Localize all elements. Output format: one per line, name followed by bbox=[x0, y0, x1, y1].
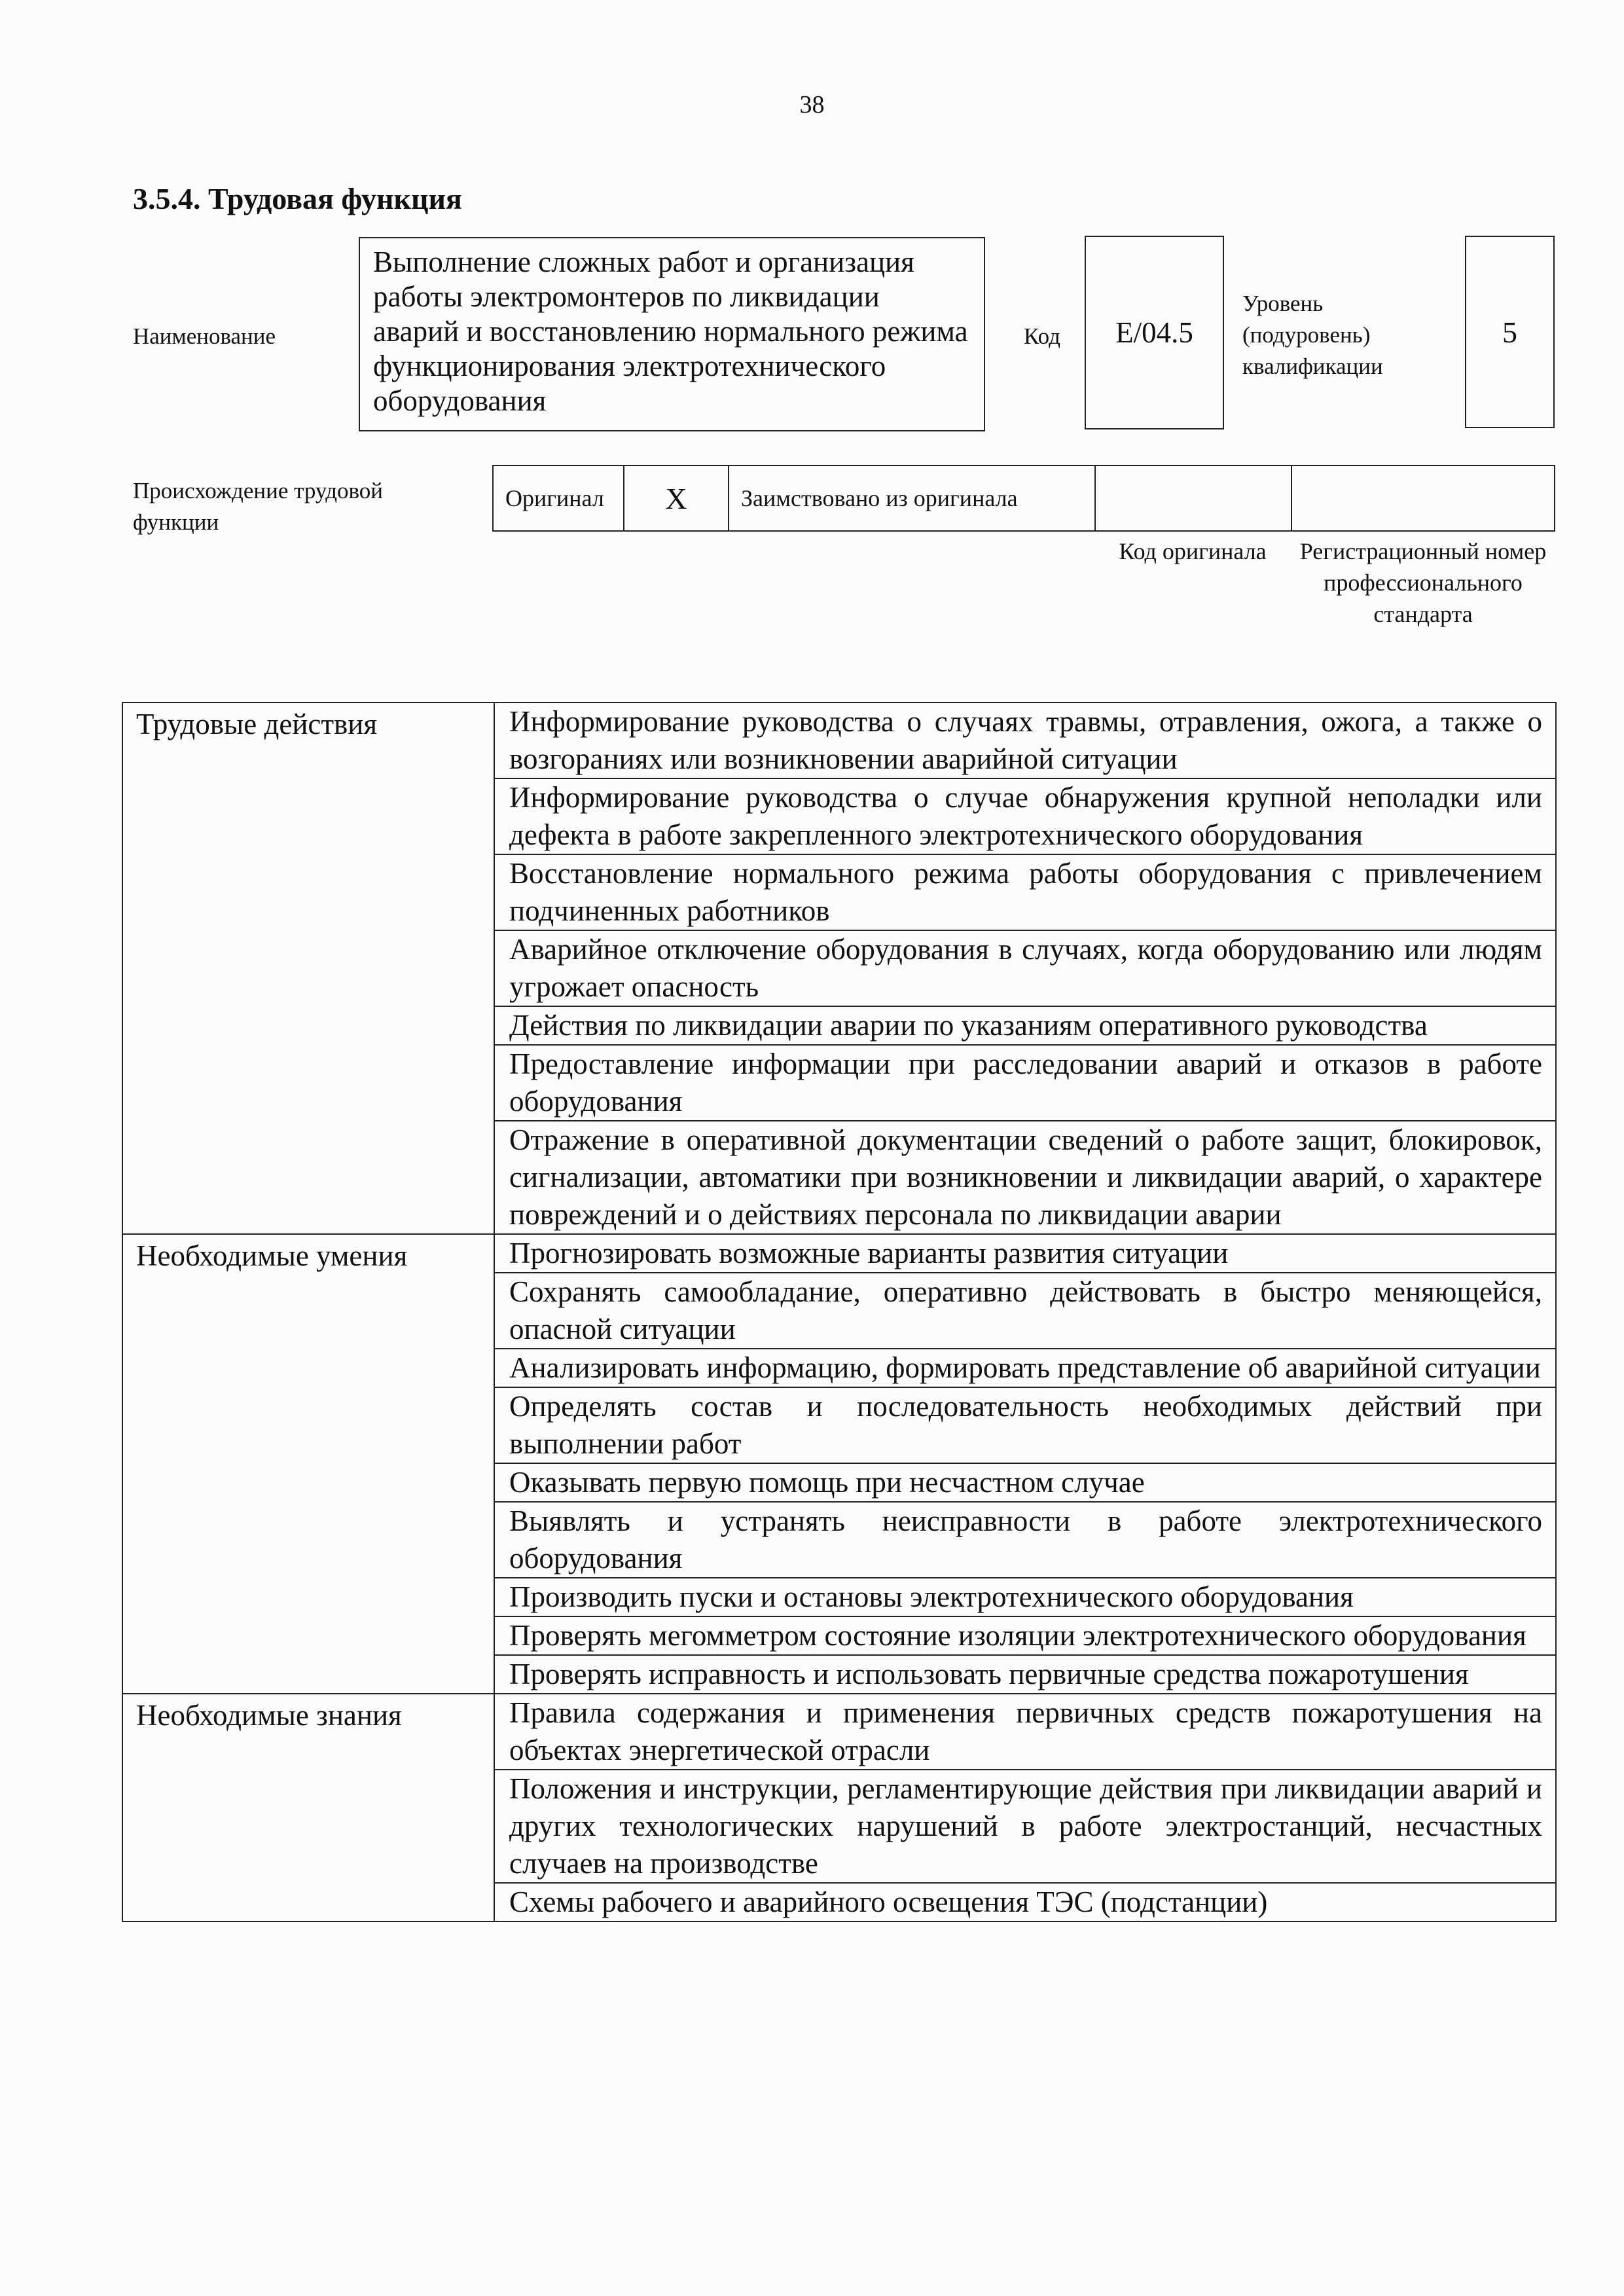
list-item: Положения и инструкции, регламентирующие действия при ликвидации аварий и других технологических нарушений в работе электростанций, несчастных случаев на производстве bbox=[494, 1770, 1556, 1883]
list-item: Отражение в оперативной документации сведений о работе защит, блокировок, сигнализации, автоматики при возникновении и ликвидации аварий, о характере повреждений и о действиях персонала по ликвидации аварии bbox=[494, 1121, 1556, 1234]
original-mark-cell: X bbox=[624, 465, 729, 531]
name-label: Наименование bbox=[133, 323, 276, 349]
qualification-level-box: 5 bbox=[1465, 236, 1555, 428]
function-code-box: E/04.5 bbox=[1085, 236, 1224, 429]
section-title-required-knowledge: Необходимые знания bbox=[122, 1694, 494, 1922]
list-item: Выявлять и устранять неисправности в работе электротехнического оборудования bbox=[494, 1502, 1556, 1578]
borrowed-cell: Заимствовано из оригинала bbox=[729, 465, 1095, 531]
list-item: Информирование руководства о случаях травмы, отравления, ожога, а также о возгораниях или возникновении аварийной ситуации bbox=[494, 702, 1556, 778]
requirements-table bbox=[122, 702, 1557, 1922]
list-item: Восстановление нормального режима работы оборудования с привлечением подчиненных работников bbox=[494, 854, 1556, 930]
list-item: Действия по ликвидации аварии по указаниям оперативного руководства bbox=[494, 1006, 1556, 1045]
origin-table bbox=[492, 465, 1555, 532]
list-item: Информирование руководства о случае обнаружения крупной неполадки или дефекта в работе закрепленного электротехнического оборудования bbox=[494, 778, 1556, 854]
section-title-required-skills: Необходимые умения bbox=[122, 1234, 494, 1694]
list-item: Определять состав и последовательность необходимых действий при выполнении работ bbox=[494, 1387, 1556, 1463]
origin-label: Происхождение трудовой функции bbox=[133, 478, 384, 535]
section-title: 3.5.4. Трудовая функция bbox=[133, 182, 462, 215]
list-item: Схемы рабочего и аварийного освещения ТЭС (подстанции) bbox=[494, 1883, 1556, 1922]
list-item: Проверять мегомметром состояние изоляции электротехнического оборудования bbox=[494, 1616, 1556, 1655]
list-item: Производить пуски и остановы электротехнического оборудования bbox=[494, 1578, 1556, 1616]
list-item: Прогнозировать возможные варианты развития ситуации bbox=[494, 1234, 1556, 1273]
page-number: 38 bbox=[799, 91, 825, 118]
list-item: Сохранять самообладание, оперативно действовать в быстро меняющейся, опасной ситуации bbox=[494, 1273, 1556, 1349]
list-item: Аварийное отключение оборудования в случаях, когда оборудованию или людям угрожает опасность bbox=[494, 930, 1556, 1006]
table-row bbox=[122, 1234, 1556, 1273]
list-item: Проверять исправность и использовать первичные средства пожаротушения bbox=[494, 1655, 1556, 1694]
list-item: Оказывать первую помощь при несчастном случае bbox=[494, 1463, 1556, 1502]
table-row bbox=[122, 702, 1556, 778]
code-label: Код bbox=[1024, 323, 1060, 349]
list-item: Анализировать информацию, формировать представление об аварийной ситуации bbox=[494, 1349, 1556, 1387]
function-name-box: Выполнение сложных работ и организация работы электромонтеров по ликвидации аварий и восстановлению нормального режима функционирования электротехнического оборудования bbox=[359, 237, 985, 431]
qualification-level-label: Уровень (подуровень) квалификации bbox=[1242, 291, 1383, 379]
list-item: Правила содержания и применения первичных средств пожаротушения на объектах энергетической отрасли bbox=[494, 1694, 1556, 1770]
section-title-labor-actions: Трудовые действия bbox=[122, 702, 494, 1234]
table-row bbox=[122, 1694, 1556, 1770]
registration-number-caption: Регистрационный номер профессионального стандарта bbox=[1299, 538, 1547, 627]
original-code-cell bbox=[1095, 465, 1291, 531]
original-code-caption: Код оригинала bbox=[1119, 538, 1267, 564]
registration-number-cell bbox=[1291, 465, 1555, 531]
original-cell: Оригинал bbox=[493, 465, 624, 531]
list-item: Предоставление информации при расследовании аварий и отказов в работе оборудования bbox=[494, 1045, 1556, 1121]
